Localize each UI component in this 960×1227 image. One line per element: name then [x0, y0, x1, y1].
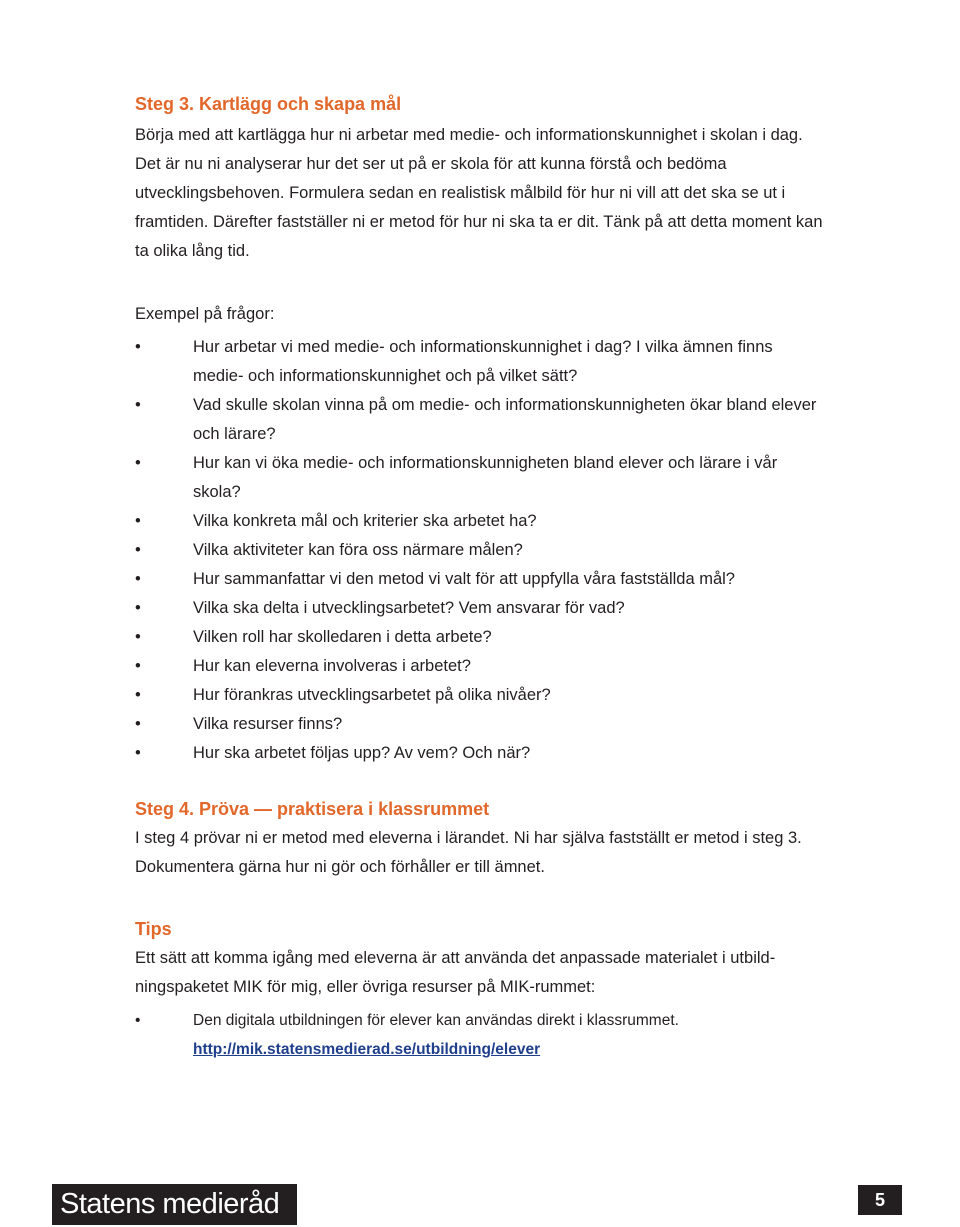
- bullet-icon: •: [135, 338, 141, 356]
- question-text: Vilka ska delta i utvecklingsarbetet? Vem ansvarar för vad?: [193, 599, 625, 617]
- list-item: [135, 681, 825, 710]
- bullet-icon: •: [135, 744, 141, 762]
- list-item: [135, 594, 825, 623]
- step3-body: Börja med att kartlägga hur ni arbetar med medie- och informationskunnighet i skolan i dag. Det är nu ni analyserar hur det ser ut på er skola för att kunna förstå och bedöma utvecklingsbehoven. Formulera sedan en realistisk målbild för hur ni vill att det ska se ut i framtiden. Därefter fastställer ni er metod för hur ni ska ta er dit. Tänk på att detta moment kan ta olika lång tid.: [135, 126, 823, 260]
- bullet-icon: •: [135, 686, 141, 704]
- bullet-icon: •: [135, 1012, 141, 1029]
- page-content: [135, 90, 825, 1064]
- bullet-icon: •: [135, 454, 141, 472]
- question-text: Hur sammanfattar vi den metod vi valt för att uppfylla våra fastställda mål?: [193, 570, 735, 588]
- question-text: Hur kan eleverna involveras i arbetet?: [193, 657, 471, 675]
- bullet-icon: •: [135, 599, 141, 617]
- elever-link[interactable]: http://mik.statensmedierad.se/utbildning/elever: [193, 1041, 541, 1058]
- statens-medierad-logo: Statens medieråd: [52, 1184, 297, 1225]
- bullet-icon: •: [135, 657, 141, 675]
- list-item: [135, 391, 825, 449]
- list-item: [135, 739, 825, 768]
- list-item: [135, 710, 825, 739]
- question-text: Vilka konkreta mål och kriterier ska arbetet ha?: [193, 512, 537, 530]
- tips-body: Ett sätt att komma igång med eleverna är att använda det anpassade materialet i utbild-ningspaketet MIK för mig, eller övriga resurser på MIK-rummet:: [135, 949, 776, 996]
- step4-heading: Steg 4. Pröva — praktisera i klassrummet: [135, 799, 490, 819]
- step3-heading: Steg 3. Kartlägg och skapa mål: [135, 94, 402, 114]
- bullet-icon: •: [135, 715, 141, 733]
- question-text: Hur ska arbetet följas upp? Av vem? Och när?: [193, 744, 531, 762]
- list-item: [135, 565, 825, 594]
- question-text: Vad skulle skolan vinna på om medie- och informationskunnigheten ökar bland elever och lärare?: [193, 396, 817, 443]
- page-number: 5: [858, 1185, 902, 1215]
- examples-label: Exempel på frågor:: [135, 305, 275, 323]
- list-item: [135, 652, 825, 681]
- bullet-icon: •: [135, 541, 141, 559]
- list-item: [135, 536, 825, 565]
- bullet-icon: •: [135, 512, 141, 530]
- tips-item-text: Den digitala utbildningen för elever kan användas direkt i klassrummet.: [193, 1012, 679, 1029]
- question-text: Hur arbetar vi med medie- och informationskunnighet i dag? I vilka ämnen finns medie- och informationskunnighet och på vilket sätt?: [193, 338, 773, 385]
- tips-heading: Tips: [135, 919, 172, 939]
- bullet-icon: •: [135, 570, 141, 588]
- list-item: [135, 449, 825, 507]
- tips-list: [135, 1006, 825, 1064]
- question-text: Hur förankras utvecklingsarbetet på olika nivåer?: [193, 686, 551, 704]
- list-item: [135, 507, 825, 536]
- question-text: Vilka resurser finns?: [193, 715, 343, 733]
- bullet-icon: •: [135, 396, 141, 414]
- list-item: [135, 1006, 825, 1064]
- questions-list: [135, 333, 825, 768]
- list-item: [135, 333, 825, 391]
- bullet-icon: •: [135, 628, 141, 646]
- list-item: [135, 623, 825, 652]
- question-text: Hur kan vi öka medie- och informationskunnigheten bland elever och lärare i vår skola?: [193, 454, 778, 501]
- question-text: Vilken roll har skolledaren i detta arbete?: [193, 628, 492, 646]
- question-text: Vilka aktiviteter kan föra oss närmare målen?: [193, 541, 523, 559]
- step4-body: I steg 4 prövar ni er metod med eleverna i lärandet. Ni har själva fastställt er metod i steg 3. Dokumentera gärna hur ni gör och förhåller er till ämnet.: [135, 829, 802, 876]
